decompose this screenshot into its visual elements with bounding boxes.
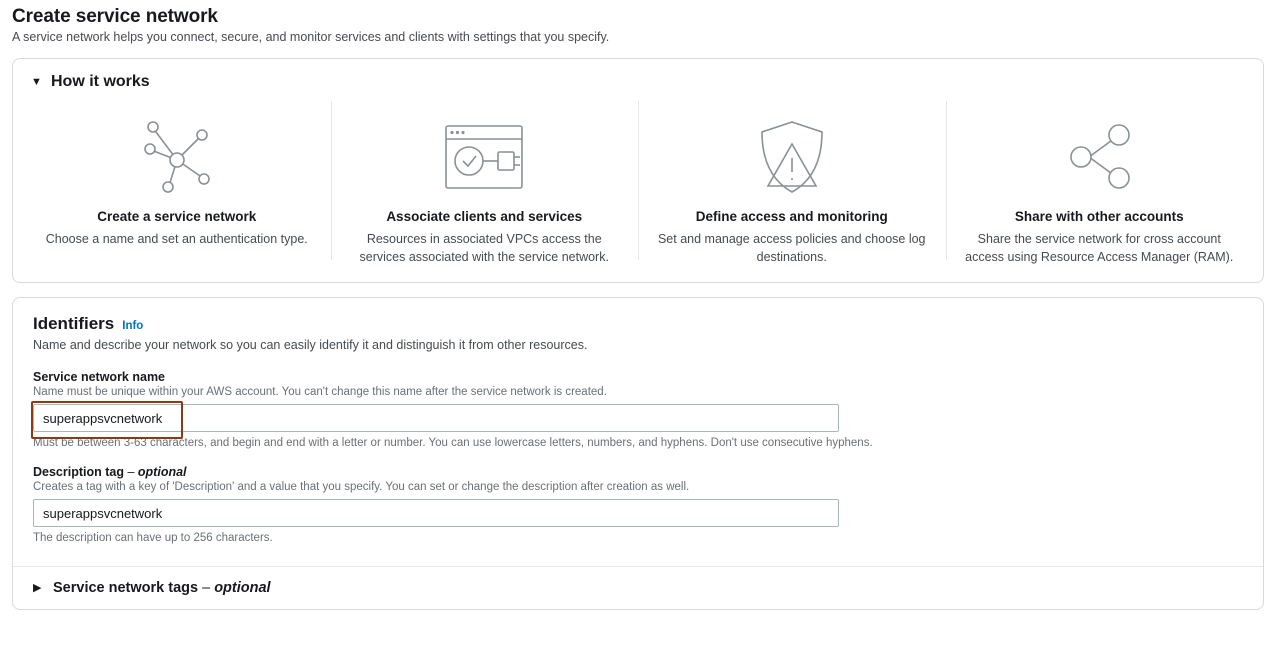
step-desc: Resources in associated VPCs access the services associated with the service network. [359,232,609,265]
share-nodes-icon [964,111,1236,203]
description-tag-label-text: Description tag [33,465,124,480]
how-it-works-step-4 [946,101,1254,266]
description-tag-hint: Creates a tag with a key of 'Description' and a value that you specify. You can set or change the description after creation as well. [33,481,690,494]
service-network-tags-section[interactable] [13,566,1263,609]
identifiers-body [13,298,1263,566]
service-network-tags-title [53,580,271,596]
service-network-name-label: Service network name [33,370,166,385]
service-network-name-hint: Name must be unique within your AWS account. You can't change this name after the service network is created. [33,386,607,399]
identifiers-header [33,314,1243,334]
service-network-name-input[interactable] [33,404,839,432]
description-tag-label [33,465,1243,479]
info-link[interactable]: Info [122,320,144,333]
service-network-tags-title-text: Service network tags [53,580,199,597]
page-subtitle: A service network helps you connect, secure, and monitor services and clients with settings that you specify. [12,30,610,44]
step-title: Define access and monitoring [695,209,888,224]
how-it-works-header[interactable] [13,59,1263,97]
description-tag-footnote: The description can have up to 256 characters. [33,532,273,545]
chevron-right-icon[interactable]: ▶ [33,581,42,594]
browser-plug-icon [349,111,621,203]
description-tag-input-wrapper [33,499,839,527]
how-it-works-step-2 [331,101,639,266]
description-tag-dash: – [124,465,138,480]
description-tag-input[interactable] [33,499,839,527]
step-title: Share with other accounts [1014,209,1184,224]
how-it-works-steps [13,97,1263,282]
how-it-works-card [12,58,1264,283]
description-tag-optional: optional [137,465,187,480]
create-service-network-page [0,6,1276,610]
step-title: Associate clients and services [386,209,583,224]
service-network-tags-optional: optional [214,580,271,597]
service-network-name-footnote: Must be between 3-63 characters, and begin and end with a letter or number. You can use lowercase letters, numbers, and hyphens. Don't use consecutive hyphens. [33,437,873,450]
step-title: Create a service network [97,209,257,224]
step-desc: Choose a name and set an authentication type. [45,232,308,246]
step-desc: Set and manage access policies and choose log destinations. [657,232,926,265]
identifiers-description: Name and describe your network so you can easily identify it and distinguish it from other resources. [33,338,588,353]
network-nodes-icon [41,111,313,203]
shield-alert-icon [656,111,928,203]
how-it-works-title: How it works [51,73,150,90]
step-desc: Share the service network for cross account access using Resource Access Manager (RAM). [965,232,1234,265]
service-network-name-input-wrapper [33,404,839,432]
chevron-down-icon[interactable]: ▼ [31,75,42,88]
identifiers-card [12,297,1264,610]
service-network-tags-dash: – [198,580,215,597]
how-it-works-step-1 [23,101,331,266]
how-it-works-step-3 [638,101,946,266]
identifiers-title: Identifiers [33,314,115,334]
page-title: Create service network [12,6,218,27]
